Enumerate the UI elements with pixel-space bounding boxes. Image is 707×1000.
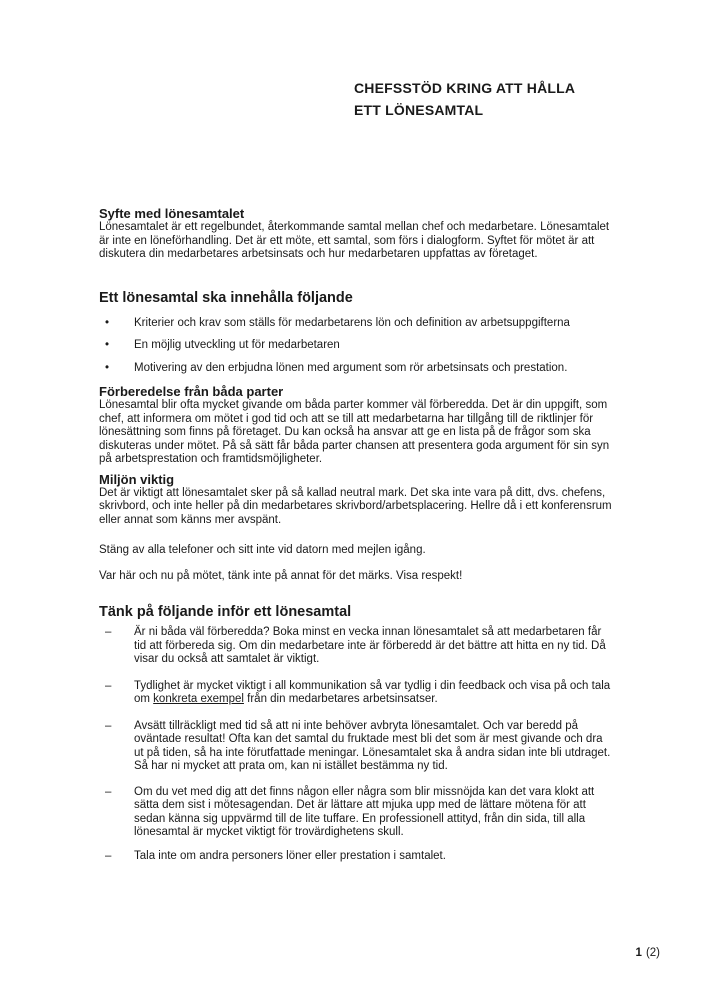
bullet-item [99, 317, 612, 331]
dash-list [99, 626, 612, 863]
page-number-total: (2) [645, 947, 660, 959]
bullet-list [99, 317, 612, 376]
dash-marker: – [105, 719, 112, 732]
dash-marker: – [105, 626, 112, 638]
page-number [636, 947, 660, 960]
document-title-line1: CHEFSSTÖD KRING ATT HÅLLA [354, 80, 576, 96]
bullet-item [99, 339, 612, 353]
dash-item-text: Om du vet med dig att det finns någon eller några som blir missnöjda kan det vara klokt att sätta dem sist i mötesagendan. Det är lättare att mjuka upp med de lättare mötena för att sedan känna sig uppvärmd till de lite tuffare. En professionell attityd, från din sida, till alla lönesamtal är mycket viktigt för trovärdighetens skull. [134, 785, 595, 838]
dash-item-text: Tydlighet är mycket viktigt i all kommunikation så var tydlig i din feedback och visa på och tala om konkreta exempel från din medarbetares arbetsinsatser. [134, 679, 611, 705]
underlined-phrase: konkreta exempel [153, 693, 244, 705]
page-number-current: 1 [635, 947, 642, 959]
section-heading-forberedelse: Förberedelse från båda parter [99, 384, 284, 399]
dash-item-text: Tala inte om andra personers löner eller prestation i samtalet. [134, 849, 446, 862]
dash-item-text: Är ni båda väl förberedda? Boka minst en vecka innan lönesamtalet så att medarbetaren får tid att förbereda sig. Om din medarbetare inte är förberedd är det bättre att hitta en ny tid. Då visar du också att samtalet är viktigt. [134, 626, 606, 665]
section-heading-miljon: Miljön viktig [99, 471, 175, 487]
paragraph-miljon-2: Stäng av alla telefoner och sitt inte vid datorn med mejlen igång. [99, 544, 426, 556]
paragraph-syfte: Lönesamtalet är ett regelbundet, återkommande samtal mellan chef och medarbetare. Lönesamtalet är inte en löneförhandling. Det är ett möte, ett samtal, som förs i dialogform. Syftet för mötet är att diskutera din medarbetares arbetsinsats och hur medarbetaren uppfattas av företaget. [99, 221, 610, 260]
bullet-marker: • [105, 316, 110, 329]
bullet-item [99, 362, 612, 376]
section-heading-innehall: Ett lönesamtal ska innehålla följande [99, 289, 353, 306]
document-body [0, 206, 707, 863]
document-title-line2: ETT LÖNESAMTAL [354, 102, 484, 118]
dash-item-text: Avsätt tillräckligt med tid så att ni inte behöver avbryta lönesamtalet. Och var beredd på oväntade resultat! Ofta kan det samtal du fruktade mest bli det som är mest givande och dra ut på tiden, så ha inte förutfattade meningar. Lönesamtalet ska å andra sidan inte bli utdraget. Så har ni mycket att prata om, kan ni istället bestämma ny tid. [134, 719, 611, 772]
paragraph-miljon-1: Det är viktigt att lönesamtalet sker på så kallad neutral mark. Det ska inte vara på ditt, dvs. chefens, skrivbord, och inte heller på din medarbetares skrivbord/arbetsplacering. Hellre då i ett konferensrum eller annat som känns mer avspänt. [99, 486, 612, 526]
dash-marker: – [105, 679, 112, 692]
dash-item [99, 720, 612, 774]
dash-marker: – [105, 785, 112, 798]
document-title [354, 77, 707, 121]
bullet-item-text: En möjlig utveckling ut för medarbetaren [134, 339, 340, 351]
dash-item [99, 850, 612, 864]
bullet-marker: • [105, 339, 110, 351]
dash-marker: – [105, 849, 112, 862]
paragraph-miljon-3: Var här och nu på mötet, tänk inte på annat för det märks. Visa respekt! [99, 569, 463, 582]
dash-item [99, 626, 612, 667]
bullet-item-text: Kriterier och krav som ställs för medarbetarens lön och definition av arbetsuppgifterna [134, 316, 570, 329]
dash-item [99, 680, 612, 707]
bullet-item-text: Motivering av den erbjudna lönen med argument som rör arbetsinsats och prestation. [134, 361, 568, 374]
section-heading-syfte: Syfte med lönesamtalet [99, 206, 245, 221]
dash-item [99, 786, 612, 840]
section-heading-tank: Tänk på följande inför ett lönesamtal [99, 604, 352, 620]
paragraph-forberedelse: Lönesamtal blir ofta mycket givande om båda parter kommer väl förberedda. Det är din uppgift, som chef, att informera om mötet i god tid och att se till att medarbetarna har tillgång till de riktlinjer för lönesättning som finns på företaget. Du kan också ha ansvar att ge en lista på de frågor som ska diskuteras under mötet. På så sätt får båda parter chansen att presentera goda argument för sin syn på arbetsprestation och framtidsmöjligheter. [99, 399, 610, 465]
bullet-marker: • [105, 361, 110, 374]
